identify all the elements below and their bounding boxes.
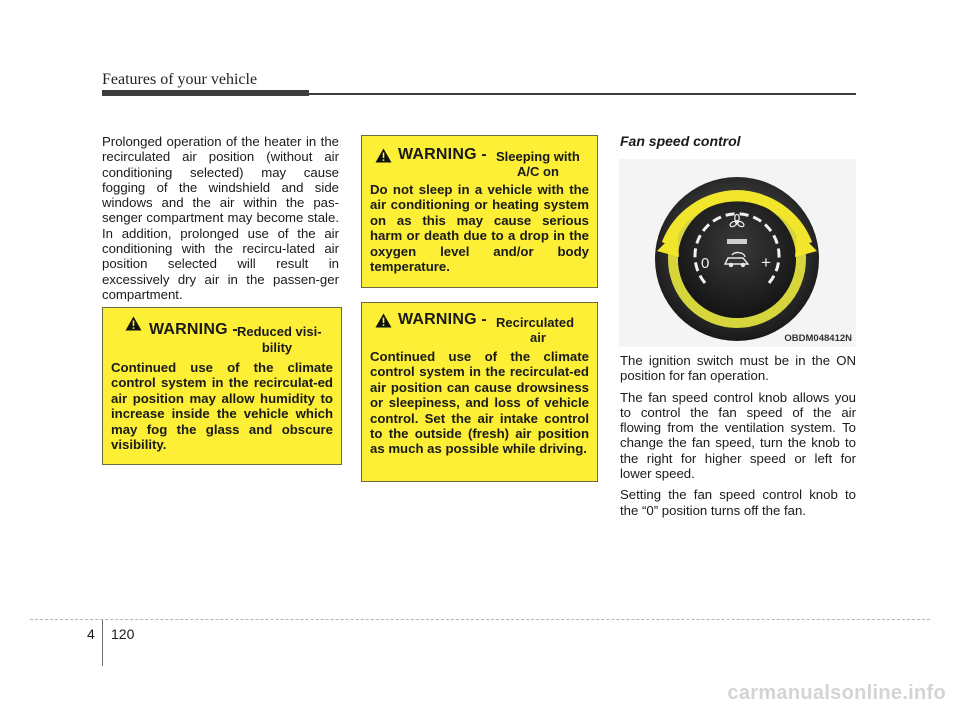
knob-pointer [727,239,747,244]
warning-subject-line2: bility [261,340,293,355]
chapter-number: 4 [87,626,95,642]
fan-paragraph: Setting the fan speed control knob to the “0” position turns off the fan. [620,487,856,518]
warning-text: Continued use of the climate control system in the recirculat-ed air position may allow humidity to increase inside the vehicle which may fog the glass and obscure visibility. [111,360,333,453]
warning-sleeping-ac [361,135,598,288]
knob-plus-label: + [761,253,771,272]
knob-dial[interactable] [678,200,796,318]
warning-triangle-icon [125,316,142,331]
footer-vertical-rule [102,620,103,666]
figure-code: OBDM048412N [784,333,852,344]
warning-recirculated-air [361,302,598,482]
warning-subject-line2: air [530,330,546,345]
section-title: Fan speed control [620,133,741,149]
warning-word: WARNING - [149,321,238,338]
warning-text: Do not sleep in a vehicle with the air conditioning or heating system on as this may cause serious harm or death due to a drop in the oxygen level and/or body temperature. [370,182,589,275]
warning-subject-line2: A/C on [517,164,559,179]
fan-paragraph: The ignition switch must be in the ON position for fan operation. [620,353,856,384]
warning-subject-line1: Reduced visi- [237,324,322,339]
header-bar [102,90,309,96]
footer-dashed-rule [30,619,930,620]
fan-knob-figure [619,159,856,347]
knob-zero-label: 0 [701,255,710,272]
watermark: carmanualsonline.info [727,682,946,704]
page-number: 120 [111,626,135,642]
header-title: Features of your vehicle [102,71,258,88]
fan-paragraph: The fan speed control knob allows you to control the fan speed of the air flowing from the ventilation system. To change the fan speed, turn the knob to the right for higher speed or left for lower speed. [620,389,856,482]
warning-word: WARNING - [398,311,487,328]
warning-triangle-icon [375,148,392,163]
heater-paragraph: Prolonged operation of the heater in the recirculated air position (without air conditioning selected) may cause fogging of the windshield and side windows and the air within the pas-senger compartment may become stale. In addition, prolonged use of the air conditioning with the recircu-lated air position selected will result in excessively dry air in the passen-ger compartment. [102,134,339,302]
fan-knob-illustration [619,159,856,347]
header-rule [309,93,856,95]
warning-word: WARNING - [398,146,487,163]
warning-subject-line1: Sleeping with [496,149,580,164]
warning-reduced-visibility [102,307,342,465]
warning-triangle-icon [375,313,392,328]
warning-text: Continued use of the climate control system in the recirculat-ed air position can cause drowsiness or sleepiness, and loss of vehicle control. Set the air intake control to the outside (fresh) air position as much as possible while driving. [370,349,589,457]
fan-paragraphs [620,353,856,524]
warning-subject-line1: Recirculated [496,315,575,330]
left-paragraph [102,134,339,308]
